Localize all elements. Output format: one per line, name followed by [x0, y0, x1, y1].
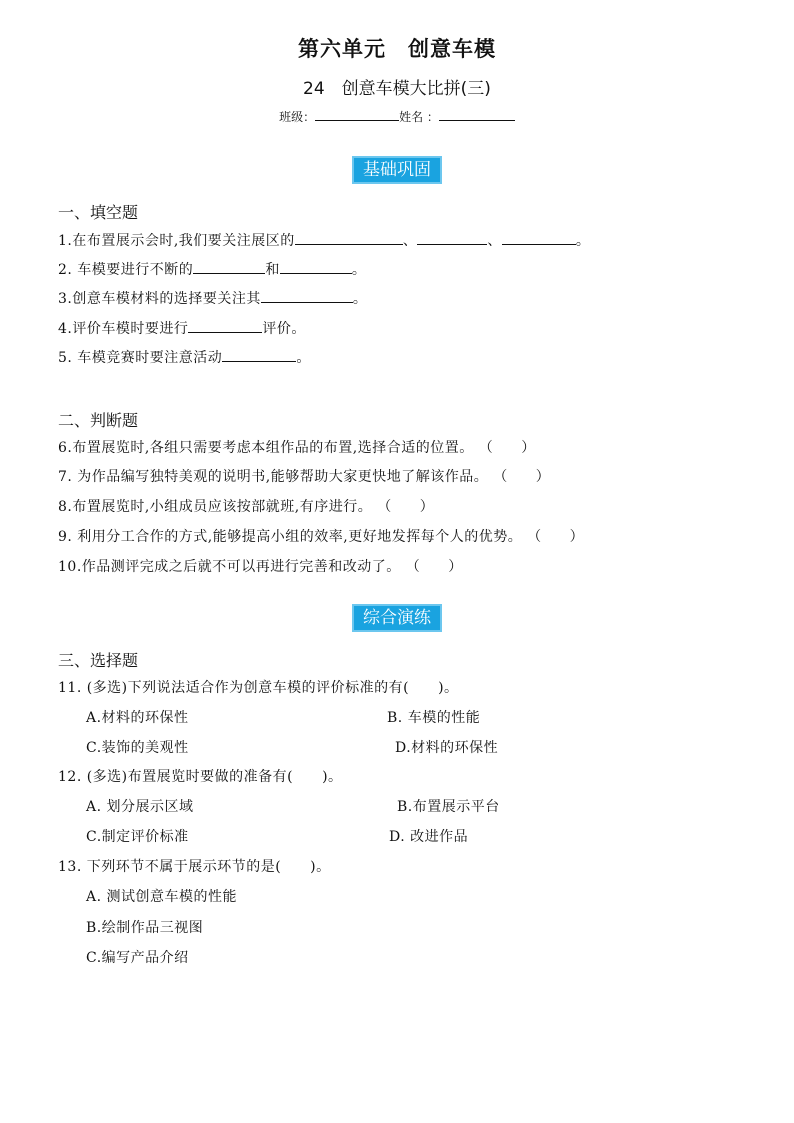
q2-blank-2[interactable]: [280, 261, 352, 274]
name-label: 姓名 ：: [399, 110, 439, 124]
question-12-stem: 12. (多选)布置展览时要做的准备有( )。: [58, 769, 343, 785]
question-7: [58, 466, 550, 486]
q12-option-b[interactable]: B.布置展示平台: [397, 799, 500, 815]
question-10: [58, 556, 463, 576]
question-1: [58, 230, 590, 250]
comprehensive-banner: 综合演练: [352, 604, 442, 632]
q12-option-a[interactable]: A. 划分展示区域: [86, 799, 194, 815]
q9-close: ）: [569, 529, 585, 545]
name-class-line: [0, 108, 794, 125]
lesson-title: 24 创意车模大比拼(三): [303, 79, 491, 99]
q3-end: 。: [352, 291, 368, 307]
q11-option-d[interactable]: D.材料的环保性: [395, 740, 499, 756]
question-8: [58, 496, 434, 516]
q9-text: 9. 利用分工合作的方式,能够提高小组的效率,更好地发挥每个人的优势。 （: [58, 529, 542, 545]
q1-sep-1: 、: [402, 233, 418, 249]
choice-heading: 三、选择题: [58, 651, 139, 670]
question-6: [58, 437, 536, 457]
class-blank[interactable]: [315, 108, 399, 121]
q7-close: ）: [535, 469, 551, 485]
question-13-stem: 13. 下列环节不属于展示环节的是( )。: [58, 859, 331, 875]
q13-option-c[interactable]: C.编写产品介绍: [86, 950, 189, 966]
q7-text: 7. 为作品编写独特美观的说明书,能够帮助大家更快地了解该作品。 （: [58, 469, 508, 485]
q4-blank[interactable]: [188, 320, 262, 333]
q5-blank[interactable]: [222, 349, 296, 362]
q11-option-b[interactable]: B. 车模的性能: [387, 710, 481, 726]
q4-text: 4.评价车模时要进行: [58, 321, 189, 337]
question-11-stem: 11. (多选)下列说法适合作为创意车模的评价标准的有( )。: [58, 680, 459, 696]
question-5: [58, 347, 311, 367]
q8-close: ）: [419, 499, 435, 515]
q13-option-a[interactable]: A. 测试创意车模的性能: [86, 889, 238, 905]
q1-text: 1.在布置展示会时,我们要关注展区的: [58, 233, 295, 249]
q6-text: 6.布置展览时,各组只需要考虑本组作品的布置,选择合适的位置。 （: [58, 440, 494, 456]
class-label: 班级：: [279, 110, 316, 124]
q1-end: 。: [575, 233, 591, 249]
q1-blank-3[interactable]: [502, 232, 576, 245]
q2-text: 2. 车模要进行不断的: [58, 262, 194, 278]
q11-option-a[interactable]: A.材料的环保性: [86, 710, 189, 726]
question-3: [58, 288, 367, 308]
question-2: [58, 259, 366, 279]
fill-blank-heading: 一、填空题: [58, 203, 139, 222]
basic-banner: 基础巩固: [352, 156, 442, 184]
q10-text: 10.作品测评完成之后就不可以再进行完善和改动了。 （: [58, 559, 421, 575]
q12-option-c[interactable]: C.制定评价标准: [86, 829, 189, 845]
q8-text: 8.布置展览时,小组成员应该按部就班,有序进行。 （: [58, 499, 392, 515]
q5-text: 5. 车模竞赛时要注意活动: [58, 350, 223, 366]
q13-option-b[interactable]: B.绘制作品三视图: [86, 920, 204, 936]
q1-blank-2[interactable]: [417, 232, 487, 245]
q4-end: 评价。: [262, 321, 306, 337]
name-blank[interactable]: [439, 108, 515, 121]
q3-text: 3.创意车模材料的选择要关注其: [58, 291, 261, 307]
q3-blank[interactable]: [261, 290, 353, 303]
question-4: [58, 318, 306, 338]
question-9: [58, 526, 584, 546]
q11-option-c[interactable]: C.装饰的美观性: [86, 740, 189, 756]
q2-blank-1[interactable]: [193, 261, 265, 274]
q1-blank-1[interactable]: [295, 232, 403, 245]
q2-mid: 和: [265, 262, 280, 278]
q2-end: 。: [351, 262, 367, 278]
q12-option-d[interactable]: D. 改进作品: [389, 829, 469, 845]
q1-sep-2: 、: [487, 233, 502, 249]
unit-title: 第六单元 创意车模: [298, 37, 496, 61]
q5-end: 。: [296, 350, 311, 366]
q10-close: ）: [448, 559, 463, 575]
true-false-heading: 二、判断题: [58, 411, 139, 430]
q6-close: ）: [521, 440, 536, 456]
